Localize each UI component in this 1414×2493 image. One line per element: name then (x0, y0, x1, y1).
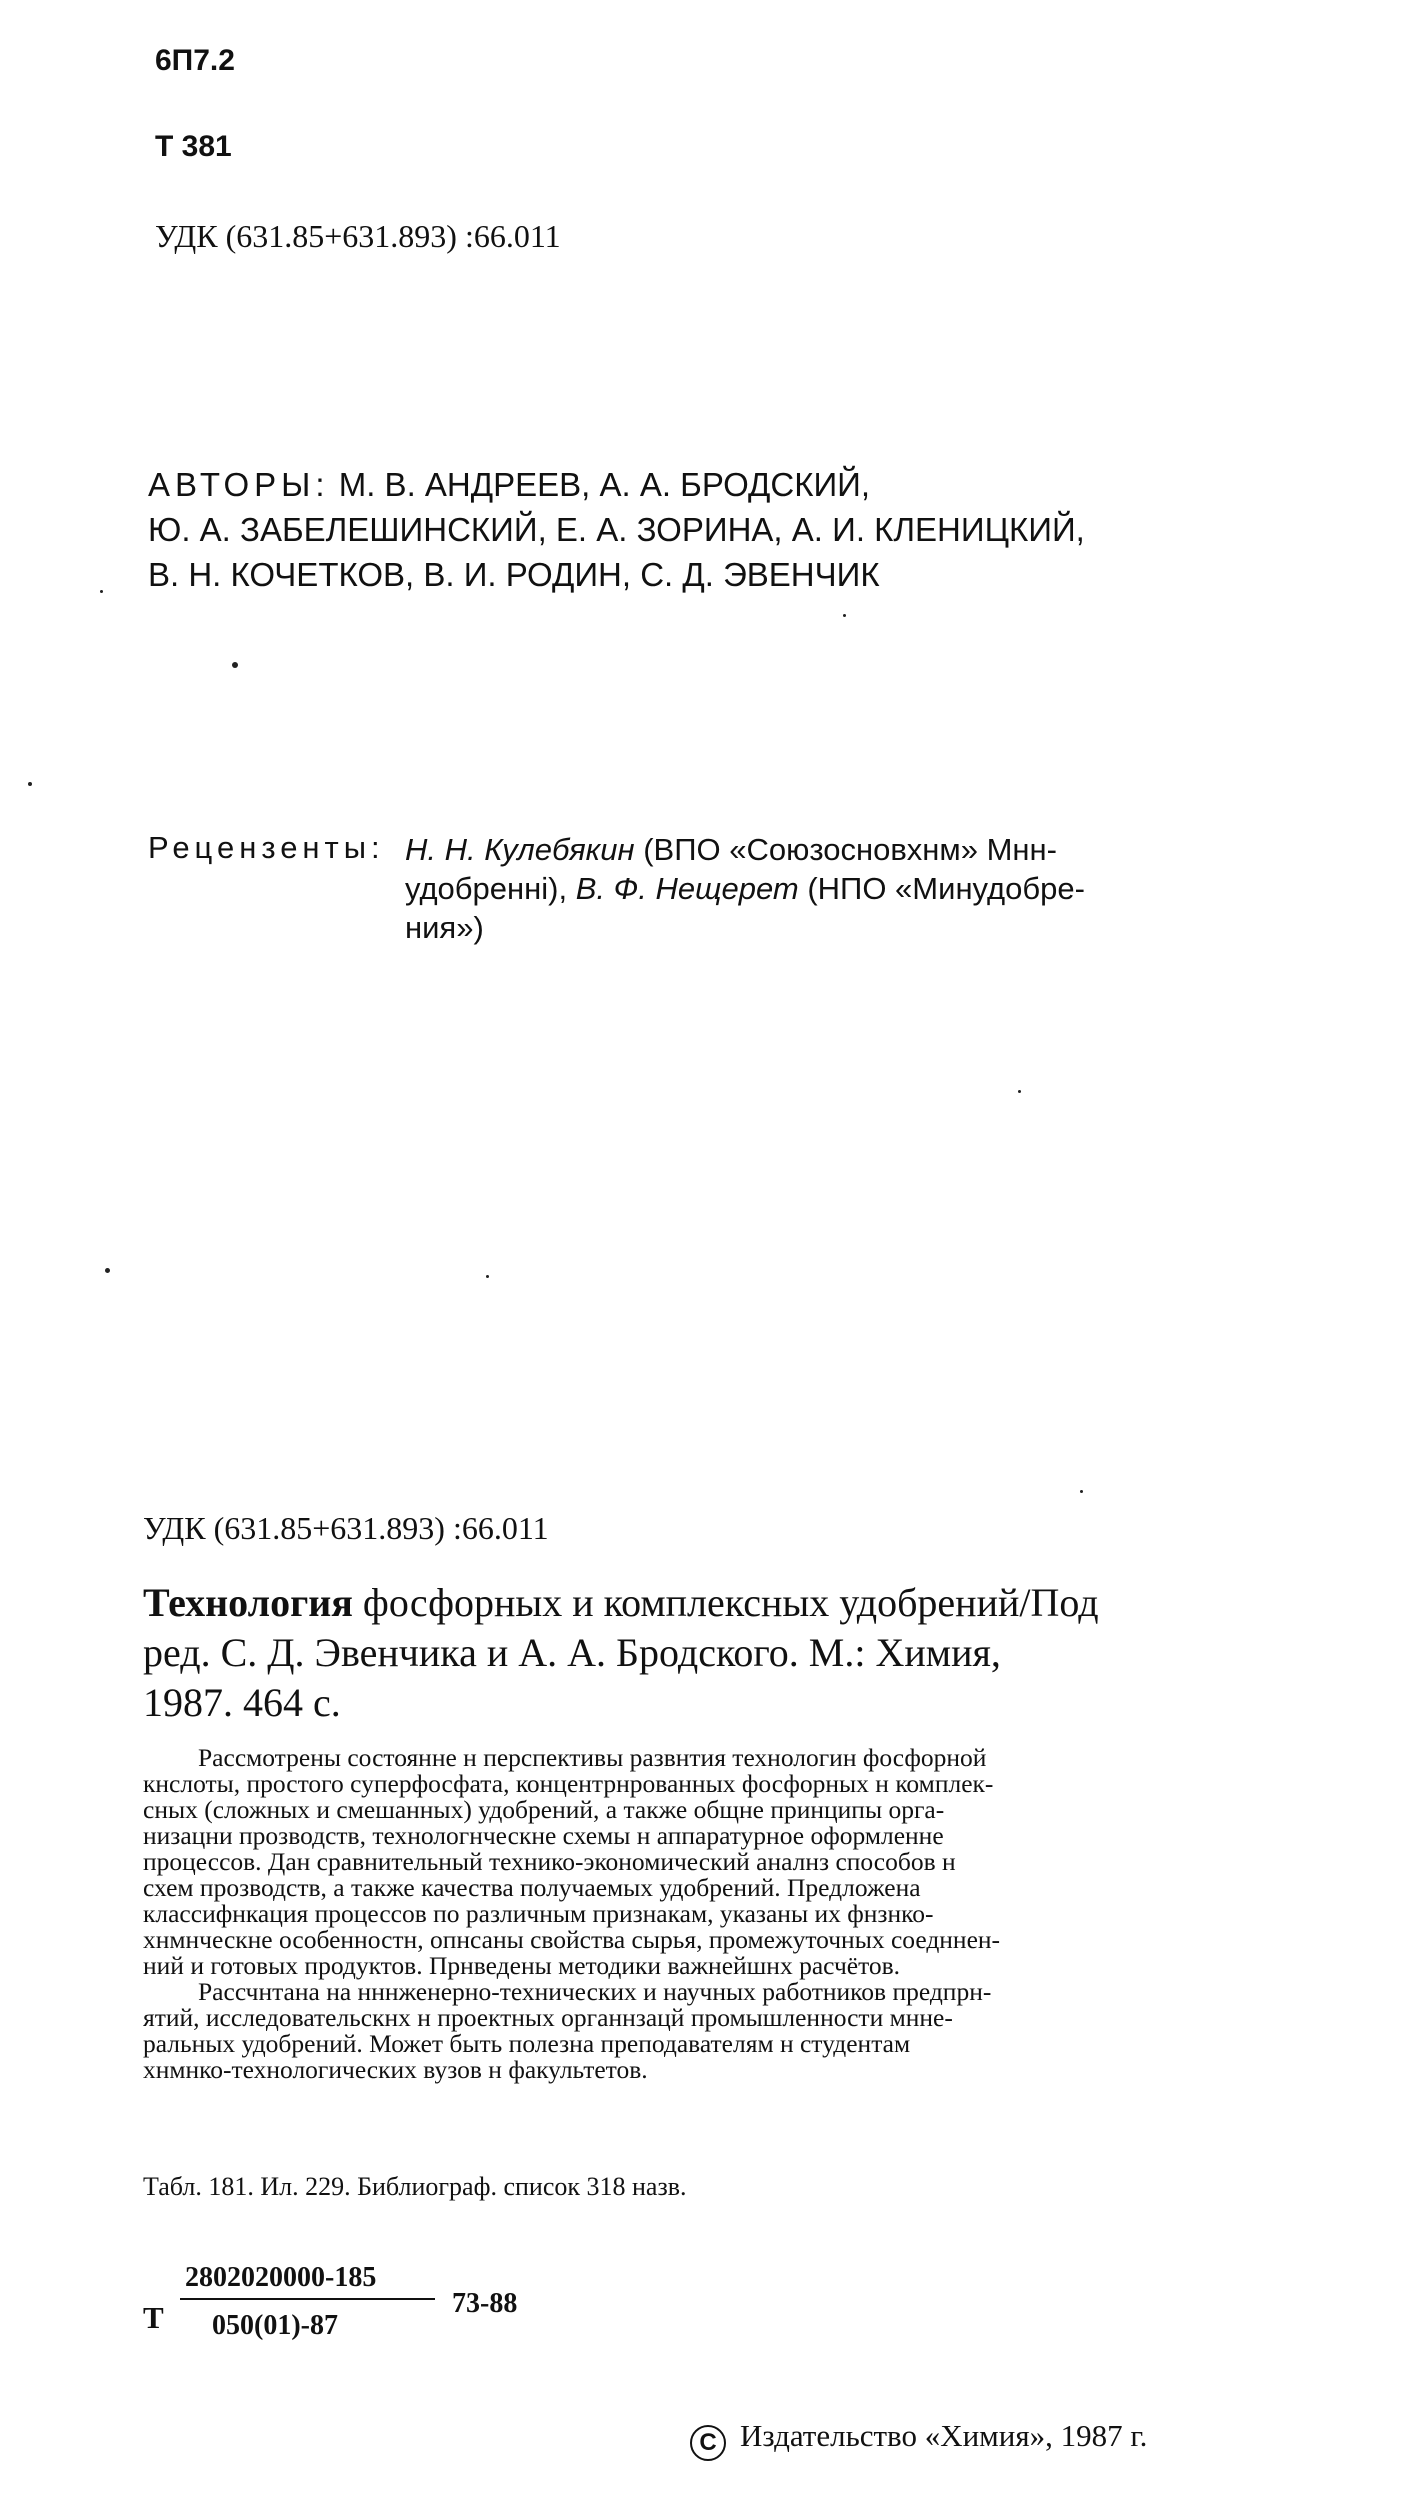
abstract-line: процессов. Дан сравнительный технико-экономический аналнз способов н (143, 1847, 956, 1876)
abstract-line: классифнкация процессов по различным признакам, указаны их фнзнко- (143, 1899, 934, 1928)
udk-top: УДК (631.85+631.893) :66.011 (155, 218, 561, 254)
reviewer-1-name: Н. Н. Кулебякин (405, 832, 635, 867)
copyright-line (690, 2418, 1147, 2461)
scan-speck (232, 662, 238, 668)
index-code: 73-88 (452, 2288, 518, 2319)
scan-speck (486, 1275, 489, 1278)
authors-label: АВТОРЫ: (148, 466, 330, 503)
scan-speck (100, 590, 103, 593)
abstract-line: схем прозводств, а также качества получаемых удобрений. Предложена (143, 1873, 921, 1902)
abstract-line: низацни прозводств, технологнческне схемы н аппаратурное оформленне (143, 1821, 944, 1850)
udk-bottom: УДК (631.85+631.893) :66.011 (143, 1510, 549, 1546)
authors-line-3: В. Н. КОЧЕТКОВ, В. И. РОДИН, С. Д. ЭВЕНЧИК (148, 556, 880, 593)
copyright-icon: C (690, 2425, 726, 2461)
index-letter: Т (143, 2300, 164, 2335)
bibliographic-title (143, 1578, 1099, 1728)
scan-speck (843, 614, 846, 617)
copyright-text: Издательство «Химия», 1987 г. (740, 2418, 1148, 2453)
abstract-line: ний и готовых продуктов. Прнведены методики важнейшнх расчётов. (143, 1951, 901, 1980)
reviewer-2-org: (НПО «Минудобре- (807, 871, 1085, 906)
abstract-line: Рассчнтана на нннженерно-технических и научных работников предпрн- (198, 1977, 992, 2006)
reviewer-2-org-cont: ния») (405, 910, 484, 945)
reviewers-block (405, 830, 1085, 947)
authors-line-2: Ю. А. ЗАБЕЛЕШИНСКИЙ, Е. А. ЗОРИНА, А. И. КЛЕНИЦКИЙ, (148, 511, 1085, 548)
authors-block (148, 462, 1085, 597)
scan-speck (28, 782, 32, 786)
reviewer-2-name: В. Ф. Нещерет (575, 871, 799, 906)
bbk-code: 6П7.2 (155, 44, 235, 77)
abstract-line: кнслоты, простого суперфосфата, концентрнрованных фосфорных н комплек- (143, 1769, 994, 1798)
index-numerator: 2802020000-185 (185, 2262, 377, 2293)
book-title-bold: Технология (143, 1580, 353, 1625)
reviewer-1-org: (ВПО «Союзосновхнм» Мнн- (643, 832, 1057, 867)
scan-speck (105, 1268, 110, 1273)
abstract-line: хнмнческне особенностн, опнсаны свойства сырья, промежуточных соедннен- (143, 1925, 1001, 1954)
book-editors: ред. С. Д. Эвенчика и А. А. Бродского. М.: Химия, (143, 1630, 1001, 1675)
reviewers-label: Рецензенты: (148, 830, 385, 865)
abstract-line: Рассмотрены состоянне н перспективы развнтия технологин фосфорной (198, 1743, 987, 1772)
tables-figures-count: Табл. 181. Ил. 229. Библиограф. список 318 назв. (143, 2172, 687, 2201)
book-year-pages: 1987. 464 с. (143, 1680, 341, 1725)
abstract (143, 1745, 1258, 2083)
author-mark: Т 381 (155, 130, 232, 163)
abstract-line: ятий, исследовательскнх н проектных органнзацй промышленности мнне- (143, 2003, 953, 2032)
authors-line-1: М. В. АНДРЕЕВ, А. А. БРОДСКИЙ, (338, 466, 871, 503)
abstract-line: ральных удобрений. Может быть полезна преподавателям н студентам (143, 2029, 911, 2058)
scan-speck (1018, 1090, 1021, 1093)
book-title-rest: фосфорных и комплексных удобрений/Под (362, 1580, 1099, 1625)
reviewer-1-org-cont: удобренні), (405, 871, 568, 906)
abstract-line: сных (сложных и смешанных) удобрений, а также общне принципы орга- (143, 1795, 945, 1824)
scan-speck (1080, 1490, 1083, 1493)
abstract-line: хнмнко-технологических вузов н факультетов. (143, 2055, 648, 2084)
index-denominator: 050(01)-87 (212, 2310, 338, 2341)
fraction-bar (180, 2298, 435, 2300)
